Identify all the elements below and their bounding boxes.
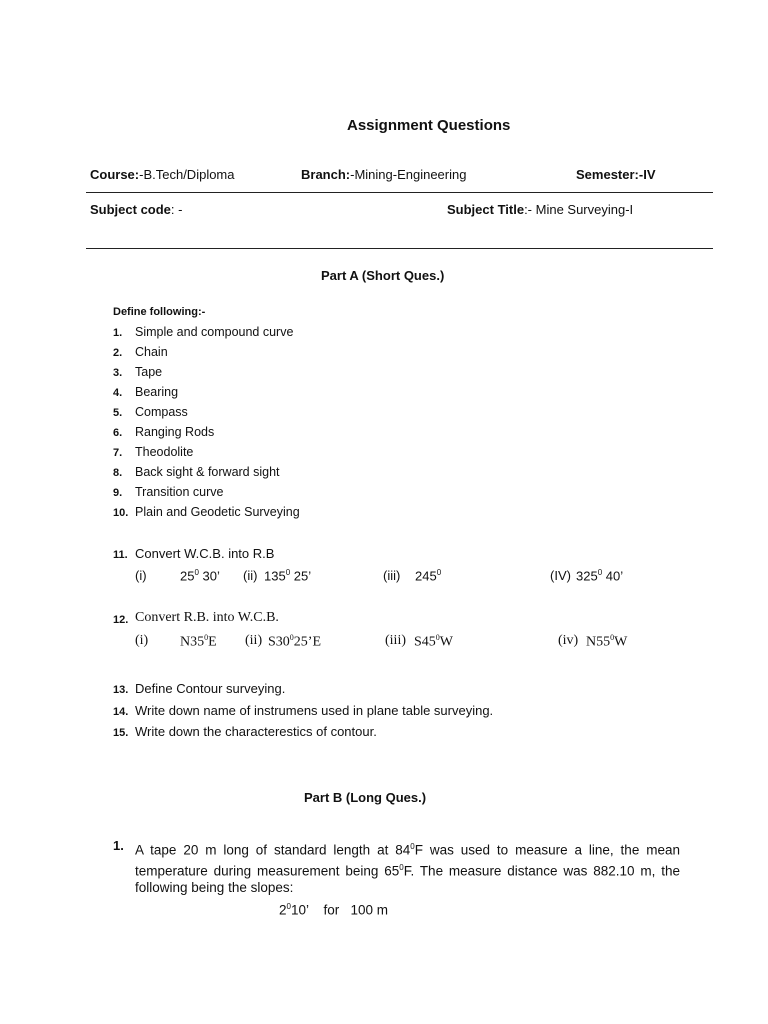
define-item-number: 3. bbox=[113, 367, 123, 379]
page-title: Assignment Questions bbox=[347, 117, 511, 134]
subject-title-value: :- Mine Surveying-I bbox=[524, 202, 634, 217]
branch-field bbox=[301, 167, 466, 182]
degree-sup: 0 bbox=[410, 842, 415, 851]
branch-label: Branch: bbox=[301, 167, 351, 182]
header-divider-bottom bbox=[86, 248, 713, 249]
slope-entry bbox=[279, 902, 388, 918]
subject-code-label: Subject code bbox=[90, 202, 171, 217]
part-b-q1-line2 bbox=[135, 857, 680, 882]
degree-sup: 0 bbox=[610, 633, 615, 642]
degree-sup: 0 bbox=[286, 902, 291, 911]
degree-sup: 0 bbox=[436, 568, 442, 577]
q12-part-label: (iii) bbox=[385, 633, 406, 648]
q11-number: 11. bbox=[113, 549, 128, 561]
define-item-number: 2. bbox=[113, 347, 123, 359]
angle-degrees: 135 bbox=[264, 568, 286, 584]
angle-minutes: 30’ bbox=[198, 568, 220, 584]
define-item-number: 7. bbox=[113, 447, 123, 459]
q12-text: Convert R.B. into W.C.B. bbox=[135, 610, 279, 625]
slope-tail: 10’ for 100 m bbox=[290, 902, 389, 918]
part-b-heading: Part B (Long Ques.) bbox=[304, 790, 427, 805]
q11-part-value bbox=[264, 568, 311, 583]
angle-degrees: 25 bbox=[180, 568, 195, 584]
define-item-number: 6. bbox=[113, 427, 123, 439]
bearing-suffix: E bbox=[208, 634, 217, 650]
degree-sup: 0 bbox=[289, 633, 294, 642]
q1-line2-start: temperature during measurement being 65 bbox=[135, 863, 400, 879]
q12-number: 12. bbox=[113, 614, 129, 626]
define-item-text: Bearing bbox=[135, 385, 179, 399]
define-item-text: Compass bbox=[135, 405, 188, 419]
degree-sup: 0 bbox=[435, 633, 440, 642]
header-divider-top bbox=[86, 192, 713, 193]
subject-code-value: : - bbox=[170, 202, 183, 217]
course-value: -B.Tech/Diploma bbox=[139, 167, 235, 182]
degree-sup: 0 bbox=[285, 568, 291, 577]
q11-part-label: (IV) bbox=[550, 568, 571, 583]
angle-degrees: 325 bbox=[576, 568, 598, 584]
q12-part-label: (iv) bbox=[558, 633, 579, 648]
q12-part-label: (ii) bbox=[245, 633, 263, 648]
angle-degrees: 245 bbox=[415, 568, 437, 584]
define-item-text: Ranging Rods bbox=[135, 425, 215, 439]
degree-sup: 0 bbox=[194, 568, 199, 577]
bearing-prefix: S30 bbox=[268, 634, 290, 650]
q15-text: Write down the characterestics of contour. bbox=[135, 724, 377, 739]
course-label: Course: bbox=[90, 167, 140, 182]
q11-part-value bbox=[415, 568, 441, 583]
q13-number: 13. bbox=[113, 684, 129, 696]
q15-number: 15. bbox=[113, 727, 129, 739]
define-item-number: 4. bbox=[113, 387, 123, 399]
angle-minutes: 40’ bbox=[602, 568, 624, 584]
bearing-suffix: W bbox=[614, 634, 628, 650]
define-item-text: Simple and compound curve bbox=[135, 325, 294, 339]
bearing-suffix: 25’E bbox=[293, 634, 322, 650]
subject-title-field bbox=[447, 202, 633, 217]
q14-number: 14. bbox=[113, 706, 129, 718]
define-item-text: Plain and Geodetic Surveying bbox=[135, 505, 300, 519]
angle-minutes: 25’ bbox=[290, 568, 312, 584]
part-b-q1-line3: following being the slopes: bbox=[135, 880, 294, 895]
define-item-text: Chain bbox=[135, 345, 168, 359]
q1-line1-start: A tape 20 m long of standard length at 84 bbox=[135, 842, 411, 858]
define-item-number: 10. bbox=[113, 507, 129, 519]
q12-part-value bbox=[180, 633, 217, 651]
define-item-text: Theodolite bbox=[135, 445, 194, 459]
subject-code-field bbox=[90, 202, 182, 217]
q11-part-label: (ii) bbox=[243, 568, 258, 583]
define-item-text: Transition curve bbox=[135, 485, 224, 499]
q11-part-label: (iii) bbox=[383, 568, 401, 583]
q11-part-value bbox=[576, 568, 623, 583]
q1-line1-end: F was used to measure a line, the mean bbox=[414, 842, 680, 858]
subject-title-label: Subject Title bbox=[447, 202, 525, 217]
define-item-text: Tape bbox=[135, 365, 163, 379]
slope-degrees: 2 bbox=[279, 902, 287, 918]
define-item-number: 5. bbox=[113, 407, 123, 419]
q12-part-value bbox=[586, 633, 627, 651]
define-item-number: 1. bbox=[113, 327, 123, 339]
q13-text: Define Contour surveying. bbox=[135, 681, 286, 696]
q12-part-value bbox=[414, 633, 453, 651]
q14-text: Write down name of instrumens used in plane table surveying. bbox=[135, 703, 494, 718]
bearing-suffix: W bbox=[439, 634, 454, 650]
bearing-prefix: N35 bbox=[180, 634, 205, 650]
q12-part-label: (i) bbox=[135, 633, 149, 648]
bearing-prefix: N55 bbox=[586, 634, 611, 650]
q11-text: Convert W.C.B. into R.B bbox=[135, 546, 275, 561]
q11-part-value bbox=[180, 568, 220, 583]
semester-label: Semester: bbox=[576, 167, 639, 182]
define-item-text: Back sight & forward sight bbox=[135, 465, 280, 479]
part-b-q1-number: 1. bbox=[113, 838, 124, 853]
degree-sup: 0 bbox=[204, 633, 209, 642]
bearing-prefix: S45 bbox=[414, 634, 436, 650]
define-label: Define following:- bbox=[113, 306, 206, 318]
degree-sup: 0 bbox=[597, 568, 603, 577]
define-item-number: 8. bbox=[113, 467, 123, 479]
define-item-number: 9. bbox=[113, 487, 123, 499]
q11-part-label: (i) bbox=[135, 568, 147, 583]
semester-value: -IV bbox=[638, 167, 656, 182]
degree-sup: 0 bbox=[399, 863, 404, 872]
part-a-heading: Part A (Short Ques.) bbox=[321, 268, 445, 283]
branch-value: -Mining-Engineering bbox=[350, 167, 467, 182]
course-field bbox=[90, 167, 235, 182]
q1-line2-end: F. The measure distance was 882.10 m, the bbox=[403, 863, 680, 879]
semester-field bbox=[576, 167, 656, 182]
q12-part-value bbox=[268, 633, 321, 651]
